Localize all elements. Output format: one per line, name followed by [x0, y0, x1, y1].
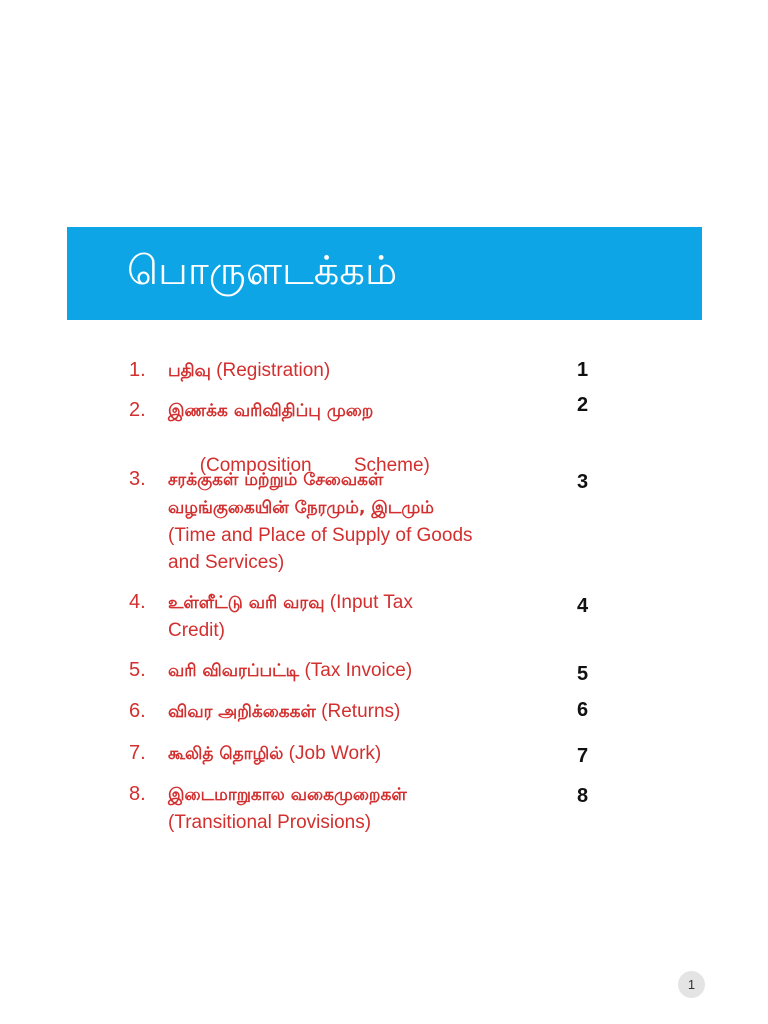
english-text: (Time and Place of Supply of Goods: [168, 525, 473, 546]
entry-line: [168, 698, 508, 726]
entry-number: 1.: [129, 359, 146, 381]
english-text: (Tax Invoice): [304, 660, 413, 681]
entry-number: 5.: [129, 659, 146, 681]
tamil-text: விவர அறிக்கைகள்: [168, 702, 316, 722]
entry-line: [168, 494, 508, 522]
entry-number: 4.: [129, 591, 146, 613]
english-text: (Job Work): [288, 743, 382, 764]
english-text: (Returns): [321, 701, 401, 722]
english-text: (Transitional Provisions): [168, 812, 372, 833]
english-text: and Services): [168, 552, 285, 573]
page-number: 4: [577, 595, 589, 617]
entry-line: [168, 781, 508, 809]
english-text: (Registration): [216, 360, 331, 381]
entry-line: [168, 549, 508, 576]
entry-title: [168, 466, 508, 576]
tamil-text: சரக்குகள் மற்றும் சேவைகள்: [168, 470, 384, 490]
entry-line: [168, 397, 508, 425]
entry-line: [168, 589, 508, 617]
page-number: 8: [577, 785, 589, 807]
entry-line: [168, 809, 508, 836]
page-title: பொருளடக்கம்: [127, 248, 398, 294]
tamil-text: கூலித் தொழில்: [168, 744, 284, 764]
entry-number: 3.: [129, 468, 146, 490]
tamil-text: பதிவு: [168, 361, 211, 381]
page-number: 2: [577, 394, 589, 416]
page-number: 7: [577, 745, 589, 767]
page-number: 6: [577, 699, 589, 721]
page-number: 1: [577, 359, 589, 381]
entry-title: [168, 781, 508, 836]
entry-title: [168, 698, 508, 726]
tamil-text: வழங்குகையின் நேரமும், இடமும்: [168, 498, 434, 518]
entry-line: [168, 357, 508, 385]
tamil-text: உள்ளீட்டு வரி வரவு: [168, 593, 325, 613]
entry-title: [168, 740, 508, 768]
english-text: (Input Tax: [329, 592, 413, 613]
entry-line: [168, 657, 508, 685]
english-text: (Composition Scheme): [199, 455, 430, 476]
entry-title: [168, 589, 508, 644]
footer-page-number: 1: [678, 971, 705, 998]
page-number: 3: [577, 471, 589, 493]
entry-title: [168, 657, 508, 685]
tamil-text: இடைமாறுகால வகைமுறைகள்: [168, 785, 407, 805]
english-text: Credit): [168, 620, 226, 641]
entry-line: [168, 617, 508, 644]
title-banner: [67, 227, 702, 320]
entry-line: [168, 466, 508, 494]
entry-line: [168, 740, 508, 768]
tamil-text: வரி விவரப்பட்டி: [168, 661, 300, 681]
entry-title: [168, 357, 508, 385]
entry-number: 2.: [129, 399, 146, 421]
page-number: 5: [577, 663, 589, 685]
entry-number: 6.: [129, 700, 146, 722]
tamil-text: இணக்க வரிவிதிப்பு முறை: [168, 401, 374, 421]
entry-number: 8.: [129, 783, 146, 805]
entry-line: [168, 522, 508, 549]
entry-number: 7.: [129, 742, 146, 764]
